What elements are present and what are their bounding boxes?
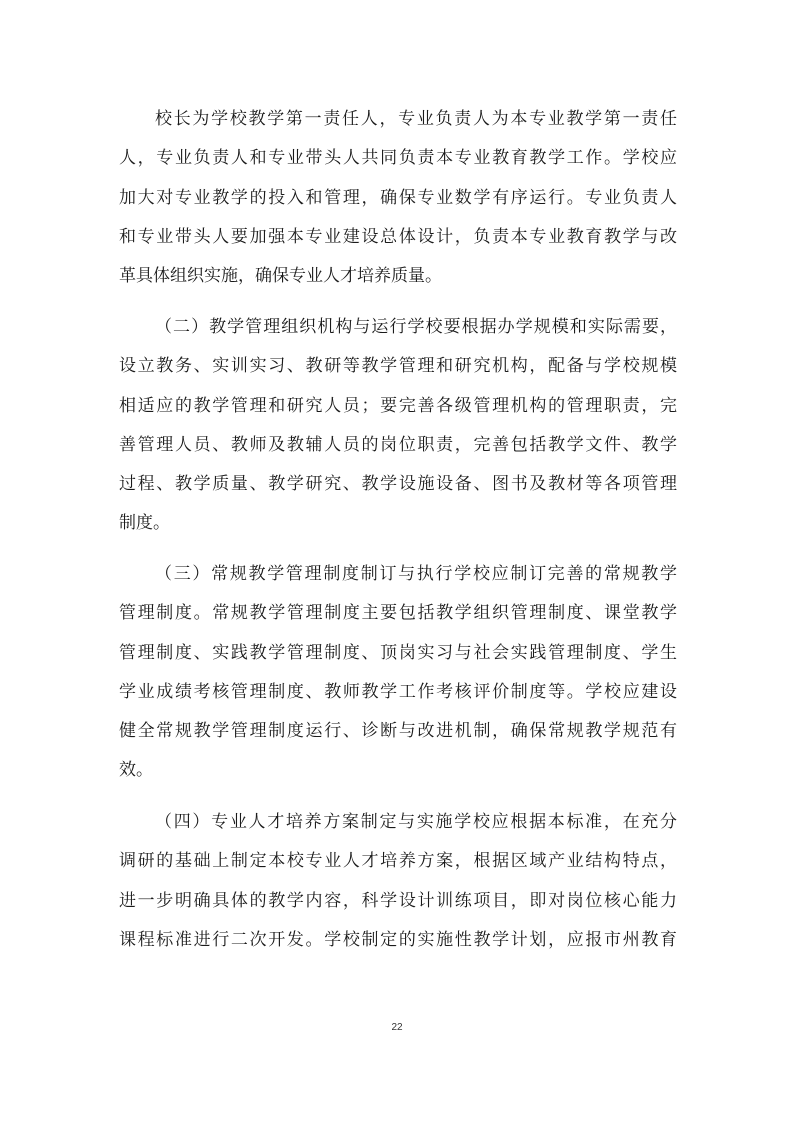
text-line: 人，专业负责人和专业带头人共同负责本专业教育教学工作。学校应 xyxy=(119,148,677,169)
text-line: 加大对专业教学的投入和管理，确保专业数学有序运行。专业负责人 xyxy=(119,187,677,208)
text-line: 学业成绩考核管理制度、教师教学工作考核评价制度等。学校应建设 xyxy=(119,681,677,702)
text-line: 效。 xyxy=(119,760,153,781)
text-line: 管理制度。常规教学管理制度主要包括教学组织管理制度、课堂教学 xyxy=(119,603,677,624)
paragraph-teaching-management-organization xyxy=(119,308,677,544)
text-line: 进一步明确具体的教学内容，科学设计训练项目，即对岗位核心能力 xyxy=(119,890,677,911)
text-line: （三）常规教学管理制度制订与执行学校应制订完善的常规教学 xyxy=(155,564,677,584)
text-line: 善管理人员、教师及教辅人员的岗位职责，完善包括教学文件、教学 xyxy=(119,434,677,455)
text-line: 课程标准进行二次开发。学校制定的实施性教学计划，应报市州教育 xyxy=(119,929,677,950)
paragraph-talent-training-plan xyxy=(119,803,677,960)
page-number: 22 xyxy=(391,1022,403,1033)
paragraph-routine-teaching-management xyxy=(119,555,677,791)
text-line: 制度。 xyxy=(119,513,170,534)
text-line: 校长为学校教学第一责任人，专业负责人为本专业教学第一责任 xyxy=(155,109,677,129)
text-line: 革具体组织实施，确保专业人才培养质量。 xyxy=(119,266,442,287)
text-line: 调研的基础上制定本校专业人才培养方案，根据区域产业结构特点， xyxy=(119,851,677,872)
text-line: 设立教务、实训实习、教研等教学管理和研究机构，配备与学校规模 xyxy=(119,356,677,377)
text-line: 相适应的教学管理和研究人员；要完善各级管理机构的管理职责，完 xyxy=(119,395,677,416)
text-line: 健全常规教学管理制度运行、诊断与改进机制，确保常规教学规范有 xyxy=(119,721,677,742)
text-line: （四）专业人才培养方案制定与实施学校应根据本标准，在充分 xyxy=(155,812,677,832)
paragraph-principal-responsibility xyxy=(119,100,677,296)
text-line: 和专业带头人要加强本专业建设总体设计，负责本专业教育教学与改 xyxy=(119,226,677,247)
text-line: 过程、教学质量、教学研究、教学设施设备、图书及教材等各项管理 xyxy=(119,474,677,495)
text-line: 管理制度、实践教学管理制度、顶岗实习与社会实践管理制度、学生 xyxy=(119,642,677,663)
text-line: （二）教学管理组织机构与运行学校要根据办学规模和实际需要， xyxy=(155,317,677,337)
